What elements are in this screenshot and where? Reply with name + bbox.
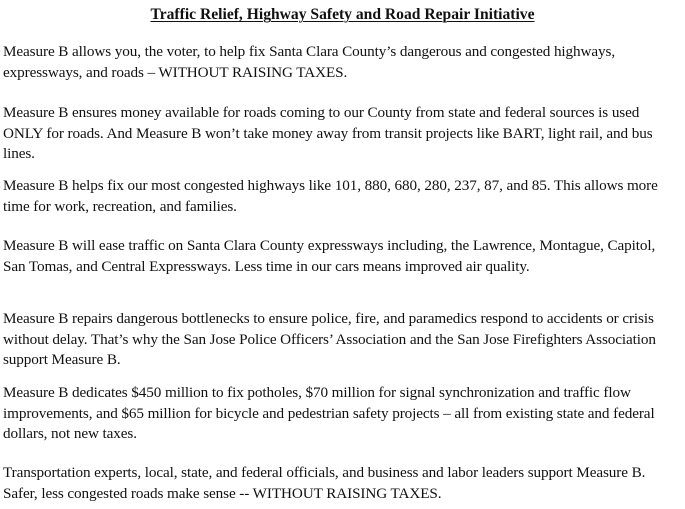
paragraph-funding: Measure B dedicates $450 million to fix potholes, $70 million for signal synchronization and traffic flow improvements, and $65 million for bicycle and pedestrian safety projects – all from existing state and federal dollars, not new taxes. [3,384,655,442]
paragraph-bottlenecks: Measure B repairs dangerous bottlenecks to ensure police, fire, and paramedics respond to accidents or crisis without delay. That’s why the San Jose Police Officers’ Association and the San Jose Firefighters Association support Measure B. [3,310,656,368]
paragraph-support: Transportation experts, local, state, and federal officials, and business and labor leaders support Measure B. Safer, less congested roads make sense -- WITHOUT RAISING TAXES. [3,464,646,502]
paragraph-roads-only: Measure B ensures money available for roads coming to our County from state and federal sources is used ONLY for roads. And Measure B won’t take money away from transit projects like BART, light rail, and bus lines. [3,104,653,162]
paragraph-expressways: Measure B will ease traffic on Santa Clara County expressways including, the Lawrence, Montague, Capitol, San Tomas, and Central Expressways. Less time in our cars means improved air quality. [3,237,656,275]
document-title: Traffic Relief, Highway Safety and Road Repair Initiative [150,6,535,23]
paragraph-no-new-taxes: Measure B allows you, the voter, to help fix Santa Clara County’s dangerous and congested highways, expressways, and roads – WITHOUT RAISING TAXES. [3,43,616,81]
paragraph-congested-highways: Measure B helps fix our most congested highways like 101, 880, 680, 280, 237, 87, and 85. This allows more time for work, recreation, and families. [3,177,658,215]
